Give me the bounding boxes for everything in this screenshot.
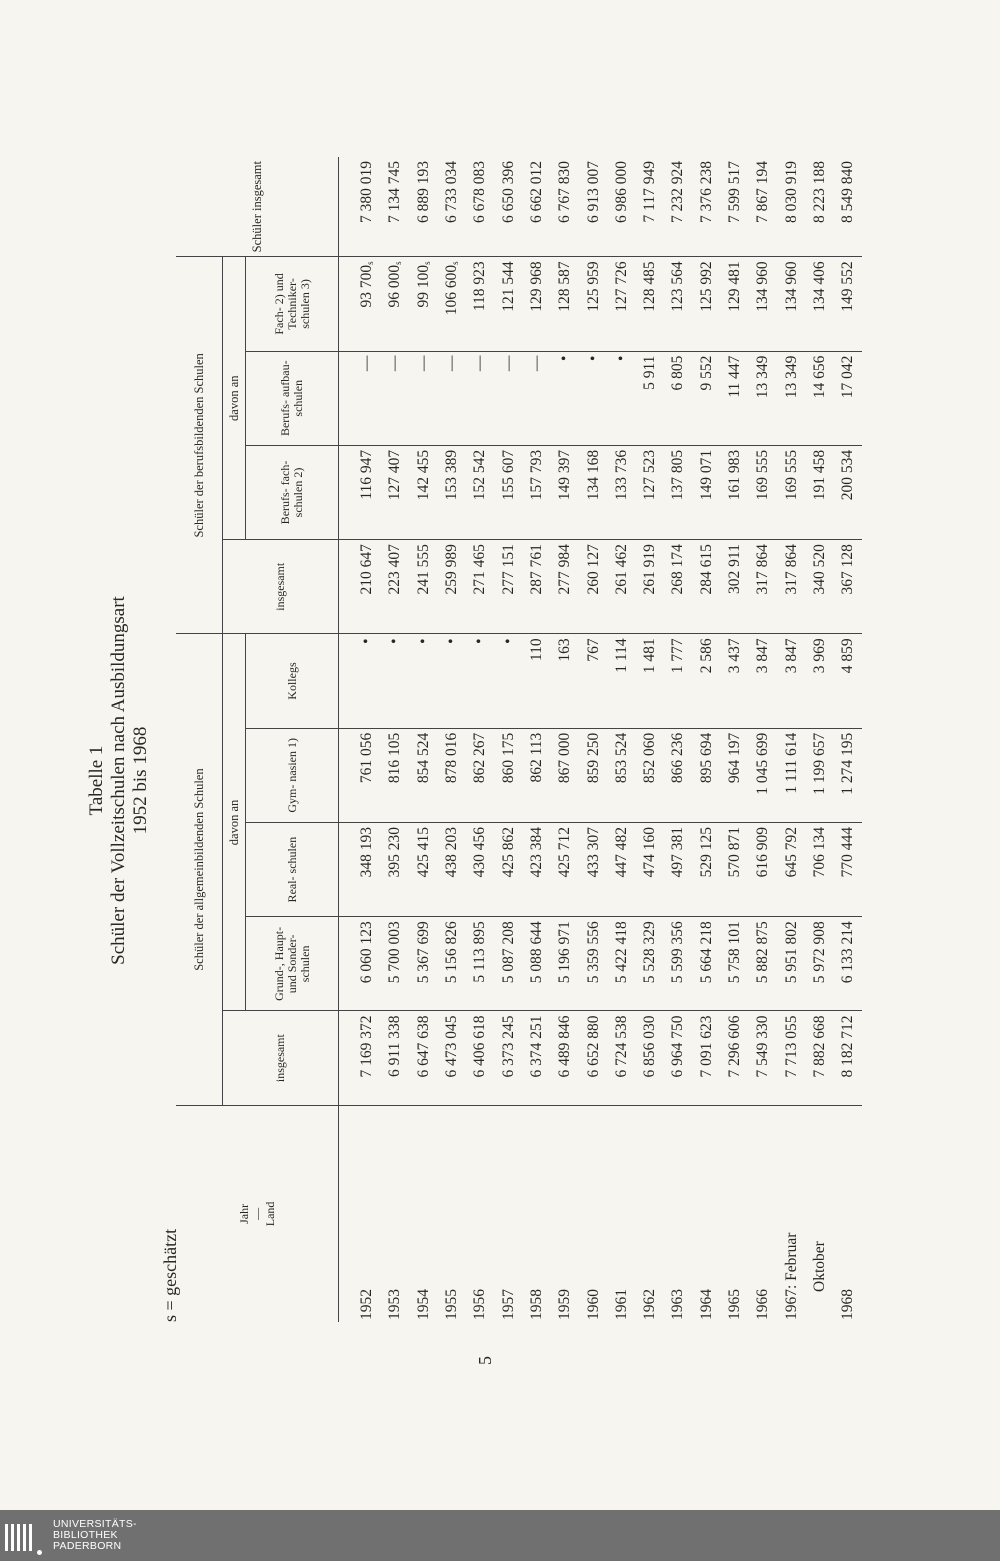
title-line-2: Schüler der Vollzeitschulen nach Ausbildungsart [108, 596, 129, 965]
cell-grand-total: 6 767 830 [551, 157, 579, 257]
cell-kollegs: 767 [579, 634, 607, 728]
cell-real: 770 444 [834, 822, 862, 916]
library-logo-icon [5, 1524, 35, 1556]
table-body [339, 157, 863, 1322]
cell-grund: 5 758 101 [721, 917, 749, 1011]
estimate-marker: s [421, 261, 432, 265]
cell-berufsfach: 142 455 [410, 445, 438, 539]
cell-year: 1959 [556, 1289, 574, 1320]
cell-total-vocational: 261 919 [636, 540, 664, 634]
cell-total-general: 7 091 623 [693, 1011, 721, 1105]
header-general-total: insgesamt [223, 1011, 339, 1105]
cell-berufsfach: 200 534 [834, 445, 862, 539]
title-line-1: Tabelle 1 [86, 745, 107, 816]
cell-total-general: 6 964 750 [664, 1011, 692, 1105]
cell-berufsaufbau: 5 911 [636, 351, 664, 445]
cell-year: 1967: Februar [782, 1232, 800, 1320]
cell-total-general: 6 647 638 [410, 1011, 438, 1105]
cell-kollegs: 3 969 [806, 634, 834, 728]
cell-real: 425 415 [410, 822, 438, 916]
cell-berufsaufbau: 17 042 [834, 351, 862, 445]
cell-fach: 123 564 [664, 257, 692, 351]
cell-kollegs: • [339, 634, 382, 728]
cell-fach: 118 923 [466, 257, 494, 351]
title-line-3: 1952 bis 1968 [130, 726, 151, 835]
table-row [381, 157, 409, 1322]
cell-kollegs: 1 481 [636, 634, 664, 728]
cell-total-vocational: 260 127 [579, 540, 607, 634]
header-real: Real- schulen [246, 822, 339, 916]
cell-gym: 853 524 [608, 728, 636, 822]
cell-kollegs: 2 586 [693, 634, 721, 728]
cell-grund: 5 088 644 [523, 917, 551, 1011]
header-grund: Grund-, Haupt- und Sonder- schulen [246, 917, 339, 1011]
cell-year: 1956 [471, 1289, 489, 1320]
cell-gym: 862 267 [466, 728, 494, 822]
cell-grand-total: 7 232 924 [664, 157, 692, 257]
cell-real: 423 384 [523, 822, 551, 916]
cell-real: 447 482 [608, 822, 636, 916]
cell-real: 474 160 [636, 822, 664, 916]
cell-total-general: 6 856 030 [636, 1011, 664, 1105]
cell-real: 529 125 [693, 822, 721, 916]
cell-berufsfach: 116 947 [339, 445, 382, 539]
cell-gym: 1 111 614 [777, 728, 805, 822]
header-berufsfach: Berufs- fach- schulen 2) [246, 445, 339, 539]
cell-gym: 895 694 [693, 728, 721, 822]
cell-total-general: 7 882 668 [806, 1011, 834, 1105]
cell-grand-total: 6 678 083 [466, 157, 494, 257]
cell-fach: 149 552 [834, 257, 862, 351]
cell-grund: 5 359 556 [579, 917, 607, 1011]
cell-fach: 96 $000_s$ [381, 257, 409, 351]
cell-kollegs: • [381, 634, 409, 728]
cell-grund: 5 972 908 [806, 917, 834, 1011]
cell-grand-total: 7 867 194 [749, 157, 777, 257]
table-row [466, 157, 494, 1322]
estimate-marker: s [365, 261, 376, 265]
cell-total-general: 6 374 251 [523, 1011, 551, 1105]
cell-year: 1963 [669, 1289, 687, 1320]
cell-total-vocational: 268 174 [664, 540, 692, 634]
header-vocational-total: insgesamt [223, 540, 339, 634]
table-row [777, 157, 805, 1322]
cell-berufsaufbau: — [466, 351, 494, 445]
cell-total-vocational: 259 989 [438, 540, 466, 634]
table-row [551, 157, 579, 1322]
header-vocational-thereof: davon an [223, 257, 246, 540]
cell-total-general: 7 713 055 [777, 1011, 805, 1105]
cell-berufsaufbau: 13 349 [777, 351, 805, 445]
table-row [339, 157, 382, 1322]
cell-berufsfach: 191 458 [806, 445, 834, 539]
table-row [579, 157, 607, 1322]
table-row [834, 157, 862, 1322]
cell-year: 1952 [358, 1289, 376, 1320]
cell-gym: 854 524 [410, 728, 438, 822]
cell-real: 438 203 [438, 822, 466, 916]
cell-berufsfach: 137 805 [664, 445, 692, 539]
cell-year: 1966 [754, 1289, 772, 1320]
cell-berufsfach: 161 983 [721, 445, 749, 539]
cell-kollegs: 110 [523, 634, 551, 728]
header-year: Jahr — Land [176, 1105, 339, 1322]
cell-gym: 859 250 [579, 728, 607, 822]
cell-kollegs: 3 437 [721, 634, 749, 728]
cell-gym: 866 236 [664, 728, 692, 822]
cell-year: 1953 [386, 1289, 404, 1320]
cell-total-vocational: 317 864 [777, 540, 805, 634]
header-gym: Gym- nasien 1) [246, 728, 339, 822]
cell-kollegs: 4 859 [834, 634, 862, 728]
cell-berufsfach: 155 607 [494, 445, 522, 539]
cell-gym: 852 060 [636, 728, 664, 822]
cell-berufsaufbau: — [339, 351, 382, 445]
header-general-schools: Schüler der allgemeinbildenden Schulen [176, 634, 223, 1105]
table-row [523, 157, 551, 1322]
cell-berufsaufbau: — [494, 351, 522, 445]
cell-gym: 1 274 195 [834, 728, 862, 822]
cell-year: 1957 [499, 1289, 517, 1320]
cell-berufsfach: 169 555 [749, 445, 777, 539]
cell-total-general: 7 549 330 [749, 1011, 777, 1105]
cell-total-general: 8 182 712 [834, 1011, 862, 1105]
cell-total-general: 6 652 880 [579, 1011, 607, 1105]
cell-berufsfach: 127 523 [636, 445, 664, 539]
cell-total-general: 7 296 606 [721, 1011, 749, 1105]
cell-total-vocational: 223 407 [381, 540, 409, 634]
cell-total-vocational: 271 465 [466, 540, 494, 634]
cell-fach: 93 $700_s$ [339, 257, 382, 351]
library-logo-text: UNIVERSITÄTS- BIBLIOTHEK PADERBORN [53, 1518, 137, 1552]
cell-berufsaufbau: 11 447 [721, 351, 749, 445]
cell-kollegs: 163 [551, 634, 579, 728]
header-berufsaufbau: Berufs- aufbau- schulen [246, 351, 339, 445]
cell-kollegs: • [438, 634, 466, 728]
cell-grund: 5 700 003 [381, 917, 409, 1011]
cell-year: 1960 [584, 1289, 602, 1320]
legend-note: s = geschätzt [160, 1228, 180, 1322]
cell-grund: 5 196 971 [551, 917, 579, 1011]
cell-gym: 816 105 [381, 728, 409, 822]
cell-berufsfach: 153 389 [438, 445, 466, 539]
cell-real: 425 712 [551, 822, 579, 916]
cell-berufsfach: 157 793 [523, 445, 551, 539]
cell-grund: 5 599 356 [664, 917, 692, 1011]
estimate-marker: s [393, 261, 404, 265]
cell-berufsfach: 149 071 [693, 445, 721, 539]
cell-grand-total: 7 376 238 [693, 157, 721, 257]
cell-grund: 5 367 699 [410, 917, 438, 1011]
cell-gym: 860 175 [494, 728, 522, 822]
cell-real: 706 134 [806, 822, 834, 916]
table-row [664, 157, 692, 1322]
cell-fach: 125 959 [579, 257, 607, 351]
estimate-marker: s [450, 261, 461, 265]
table-row [721, 157, 749, 1322]
cell-grand-total: 7 134 745 [381, 157, 409, 257]
cell-berufsaufbau: — [410, 351, 438, 445]
cell-fach: 129 968 [523, 257, 551, 351]
cell-fach: 128 587 [551, 257, 579, 351]
table-row [636, 157, 664, 1322]
table-row [693, 157, 721, 1322]
cell-total-vocational: 317 864 [749, 540, 777, 634]
cell-berufsfach: 127 407 [381, 445, 409, 539]
cell-real: 395 230 [381, 822, 409, 916]
cell-berufsaufbau: 13 349 [749, 351, 777, 445]
cell-grand-total: 8 549 840 [834, 157, 862, 257]
cell-berufsaufbau: — [523, 351, 551, 445]
cell-total-vocational: 241 555 [410, 540, 438, 634]
cell-total-general: 6 724 538 [608, 1011, 636, 1105]
cell-grund: 5 882 875 [749, 917, 777, 1011]
cell-fach: 134 406 [806, 257, 834, 351]
table-row [494, 157, 522, 1322]
cell-berufsaufbau: — [381, 351, 409, 445]
header-fach: Fach- 2) und Techniker- schulen 3) [246, 257, 339, 351]
cell-grand-total: 8 030 919 [777, 157, 805, 257]
cell-real: 570 871 [721, 822, 749, 916]
table-row [806, 157, 834, 1322]
cell-year: 1962 [641, 1289, 659, 1320]
cell-grund: 6 060 123 [339, 917, 382, 1011]
table-row [608, 157, 636, 1322]
cell-gym: 862 113 [523, 728, 551, 822]
cell-fach: 106 $600_s$ [438, 257, 466, 351]
cell-grand-total: 7 117 949 [636, 157, 664, 257]
cell-year: 1961 [612, 1289, 630, 1320]
cell-year: 1964 [697, 1289, 715, 1320]
cell-fach: 129 481 [721, 257, 749, 351]
cell-fach: 99 $100_s$ [410, 257, 438, 351]
cell-year: Oktober [810, 1241, 828, 1292]
header-grand-total: Schüler insgesamt [176, 157, 339, 257]
cell-grund: 5 113 895 [466, 917, 494, 1011]
cell-real: 433 307 [579, 822, 607, 916]
cell-total-vocational: 210 647 [339, 540, 382, 634]
cell-gym: 878 016 [438, 728, 466, 822]
cell-gym: 1 199 657 [806, 728, 834, 822]
cell-total-general: 6 406 618 [466, 1011, 494, 1105]
cell-berufsaufbau: 14 656 [806, 351, 834, 445]
cell-year: 1968 [839, 1289, 857, 1320]
logo-dot-icon [37, 1550, 42, 1555]
cell-total-vocational: 277 984 [551, 540, 579, 634]
cell-total-vocational: 261 462 [608, 540, 636, 634]
cell-grand-total: 6 662 012 [523, 157, 551, 257]
header-kollegs: Kollegs [246, 634, 339, 728]
cell-total-vocational: 284 615 [693, 540, 721, 634]
cell-grand-total: 6 986 000 [608, 157, 636, 257]
table-row [438, 157, 466, 1322]
page-number: 5 [475, 1356, 495, 1365]
cell-kollegs: • [466, 634, 494, 728]
cell-grund: 6 133 214 [834, 917, 862, 1011]
cell-total-general: 6 473 045 [438, 1011, 466, 1105]
cell-kollegs: • [494, 634, 522, 728]
cell-berufsfach: 133 736 [608, 445, 636, 539]
cell-real: 348 193 [339, 822, 382, 916]
cell-year: 1955 [443, 1289, 461, 1320]
cell-berufsaufbau: • [608, 351, 636, 445]
cell-kollegs: 3 847 [749, 634, 777, 728]
cell-year: 1965 [726, 1289, 743, 1320]
cell-grund: 5 087 208 [494, 917, 522, 1011]
cell-total-general: 6 489 846 [551, 1011, 579, 1105]
cell-grund: 5 422 418 [608, 917, 636, 1011]
cell-real: 425 862 [494, 822, 522, 916]
cell-kollegs: 3 847 [777, 634, 805, 728]
cell-real: 430 456 [466, 822, 494, 916]
header-vocational-schools: Schüler der berufsbildenden Schulen [176, 257, 223, 634]
cell-berufsfach: 169 555 [777, 445, 805, 539]
cell-real: 616 909 [749, 822, 777, 916]
cell-fach: 128 485 [636, 257, 664, 351]
cell-grand-total: 6 650 396 [494, 157, 522, 257]
cell-grand-total: 6 733 034 [438, 157, 466, 257]
cell-real: 497 381 [664, 822, 692, 916]
cell-gym: 1 045 699 [749, 728, 777, 822]
table-row [749, 157, 777, 1322]
cell-kollegs: • [410, 634, 438, 728]
header-general-thereof: davon an [223, 634, 246, 1011]
cell-grand-total: 8 223 188 [806, 157, 834, 257]
cell-grand-total: 6 913 007 [579, 157, 607, 257]
table-title [86, 0, 152, 1561]
cell-berufsaufbau: 6 805 [664, 351, 692, 445]
cell-gym: 761 056 [339, 728, 382, 822]
cell-berufsfach: 134 168 [579, 445, 607, 539]
cell-total-general: 6 373 245 [494, 1011, 522, 1105]
cell-fach: 121 544 [494, 257, 522, 351]
cell-berufsaufbau: 9 552 [693, 351, 721, 445]
statistics-table [176, 157, 862, 1322]
cell-berufsfach: 152 542 [466, 445, 494, 539]
cell-berufsaufbau: • [579, 351, 607, 445]
cell-fach: 125 992 [693, 257, 721, 351]
cell-fach: 134 960 [777, 257, 805, 351]
cell-total-vocational: 277 151 [494, 540, 522, 634]
cell-grand-total: 6 889 193 [410, 157, 438, 257]
cell-grund: 5 951 802 [777, 917, 805, 1011]
cell-fach: 134 960 [749, 257, 777, 351]
cell-real: 645 792 [777, 822, 805, 916]
cell-grand-total: 7 599 517 [721, 157, 749, 257]
cell-total-general: 6 911 338 [381, 1011, 409, 1105]
cell-total-vocational: 367 128 [834, 540, 862, 634]
cell-year: 1958 [527, 1289, 545, 1320]
cell-grund: 5 156 826 [438, 917, 466, 1011]
cell-total-vocational: 340 520 [806, 540, 834, 634]
cell-berufsfach: 149 397 [551, 445, 579, 539]
cell-berufsaufbau: • [551, 351, 579, 445]
cell-berufsaufbau: — [438, 351, 466, 445]
cell-total-vocational: 287 761 [523, 540, 551, 634]
cell-total-general: 7 169 372 [339, 1011, 382, 1105]
cell-grund: 5 528 329 [636, 917, 664, 1011]
table-row [410, 157, 438, 1322]
cell-grund: 5 664 218 [693, 917, 721, 1011]
cell-gym: 964 197 [721, 728, 749, 822]
cell-grand-total: 7 380 019 [339, 157, 382, 257]
library-footer [0, 1510, 1000, 1561]
cell-fach: 127 726 [608, 257, 636, 351]
cell-kollegs: 1 114 [608, 634, 636, 728]
cell-total-vocational: 302 911 [721, 540, 749, 634]
cell-kollegs: 1 777 [664, 634, 692, 728]
cell-year: 1954 [414, 1289, 432, 1320]
cell-gym: 867 000 [551, 728, 579, 822]
